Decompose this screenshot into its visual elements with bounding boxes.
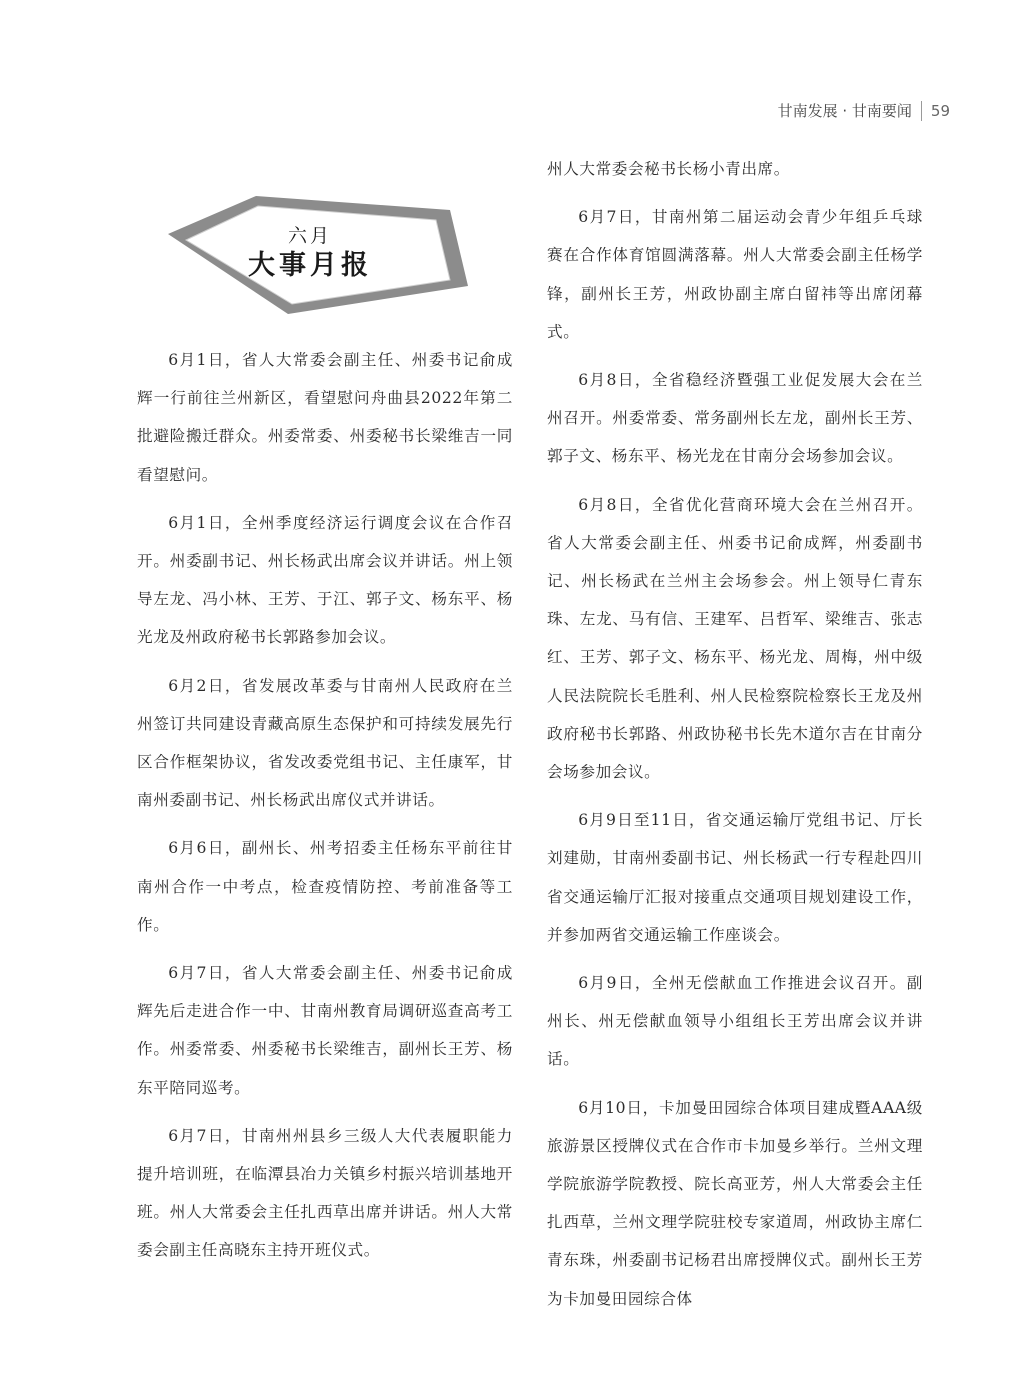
news-paragraph: 6月1日，省人大常委会副主任、州委书记俞成辉一行前往兰州新区，看望慰问舟曲县2022年第二批避险搬迁群众。州委常委、州委秘书长梁维吉一同看望慰问。	[137, 351, 513, 484]
news-paragraph: 6月8日，全省优化营商环境大会在兰州召开。省人大常委会副主任、州委书记俞成辉，州委副书记、州长杨武在兰州主会场参会。州上领导仁青东珠、左龙、马有信、王建军、吕哲军、梁维吉、张志红、王芳、郭子文、杨东平、杨光龙、周梅，州中级人民法院院长毛胜利、州人民检察院检察长王龙及州政府秘书长郭路、州政协秘书长先木道尔吉在甘南分会场参加会议。	[547, 495, 923, 782]
banner-month: 六月	[287, 225, 332, 247]
news-paragraph: 6月7日，省人大常委会副主任、州委书记俞成辉先后走进合作一中、甘南州教育局调研巡查高考工作。州委常委、州委秘书长梁维吉，副州长王芳、杨东平陪同巡考。	[137, 964, 513, 1097]
news-paragraph: 6月9日至11日，省交通运输厅党组书记、厅长刘建勋，甘南州委副书记、州长杨武一行专程赴四川省交通运输厅汇报对接重点交通项目规划建设工作，并参加两省交通运输工作座谈会。	[547, 811, 923, 944]
banner-title: 大事月报	[248, 250, 372, 281]
section-title: 甘南发展 · 甘南要闻	[777, 102, 912, 120]
right-column	[547, 150, 923, 1328]
page-number: 59	[930, 101, 950, 120]
news-paragraph: 6月2日，省发展改革委与甘南州人民政府在兰州签订共同建设青藏高原生态保护和可持续发展先行区合作框架协议，省发改委党组书记、主任康军，甘南州委副书记、州长杨武出席仪式并讲话。	[137, 676, 513, 810]
title-banner	[240, 224, 380, 284]
news-paragraph: 6月9日，全州无偿献血工作推进会议召开。副州长、州无偿献血领导小组组长王芳出席会议并讲话。	[547, 974, 923, 1069]
news-paragraph: 6月7日，甘南州州县乡三级人大代表履职能力提升培训班，在临潭县冶力关镇乡村振兴培训基地开班。州人大常委会主任扎西草出席并讲话。州人大常委会副主任高晓东主持开班仪式。	[137, 1126, 513, 1260]
news-paragraph: 6月6日，副州长、州考招委主任杨东平前往甘南州合作一中考点，检查疫情防控、考前准备等工作。	[137, 839, 513, 934]
left-column	[137, 341, 513, 1280]
header-divider	[921, 101, 922, 121]
running-header	[778, 100, 950, 121]
news-paragraph: 6月8日，全省稳经济暨强工业促发展大会在兰州召开。州委常委、常务副州长左龙，副州长王芳、郭子文、杨东平、杨光龙在甘南分会场参加会议。	[547, 371, 923, 466]
news-paragraph: 6月1日，全州季度经济运行调度会议在合作召开。州委副书记、州长杨武出席会议并讲话。州上领导左龙、冯小林、王芳、于江、郭子文、杨东平、杨光龙及州政府秘书长郭路参加会议。	[137, 513, 513, 647]
news-paragraph-continued: 州人大常委会秘书长杨小青出席。	[547, 160, 790, 178]
news-paragraph: 6月7日，甘南州第二届运动会青少年组乒乓球赛在合作体育馆圆满落幕。州人大常委会副主任杨学锋，副州长王芳，州政协副主席白留祎等出席闭幕式。	[547, 208, 923, 341]
news-paragraph: 6月10日，卡加曼田园综合体项目建成暨AAA级旅游景区授牌仪式在合作市卡加曼乡举行。兰州文理学院旅游学院教授、院长高亚芳，州人大常委会主任扎西草，兰州文理学院驻校专家道周，州政协主席仁青东珠，州委副书记杨君出席授牌仪式。副州长王芳为卡加曼田园综合体	[547, 1098, 923, 1308]
